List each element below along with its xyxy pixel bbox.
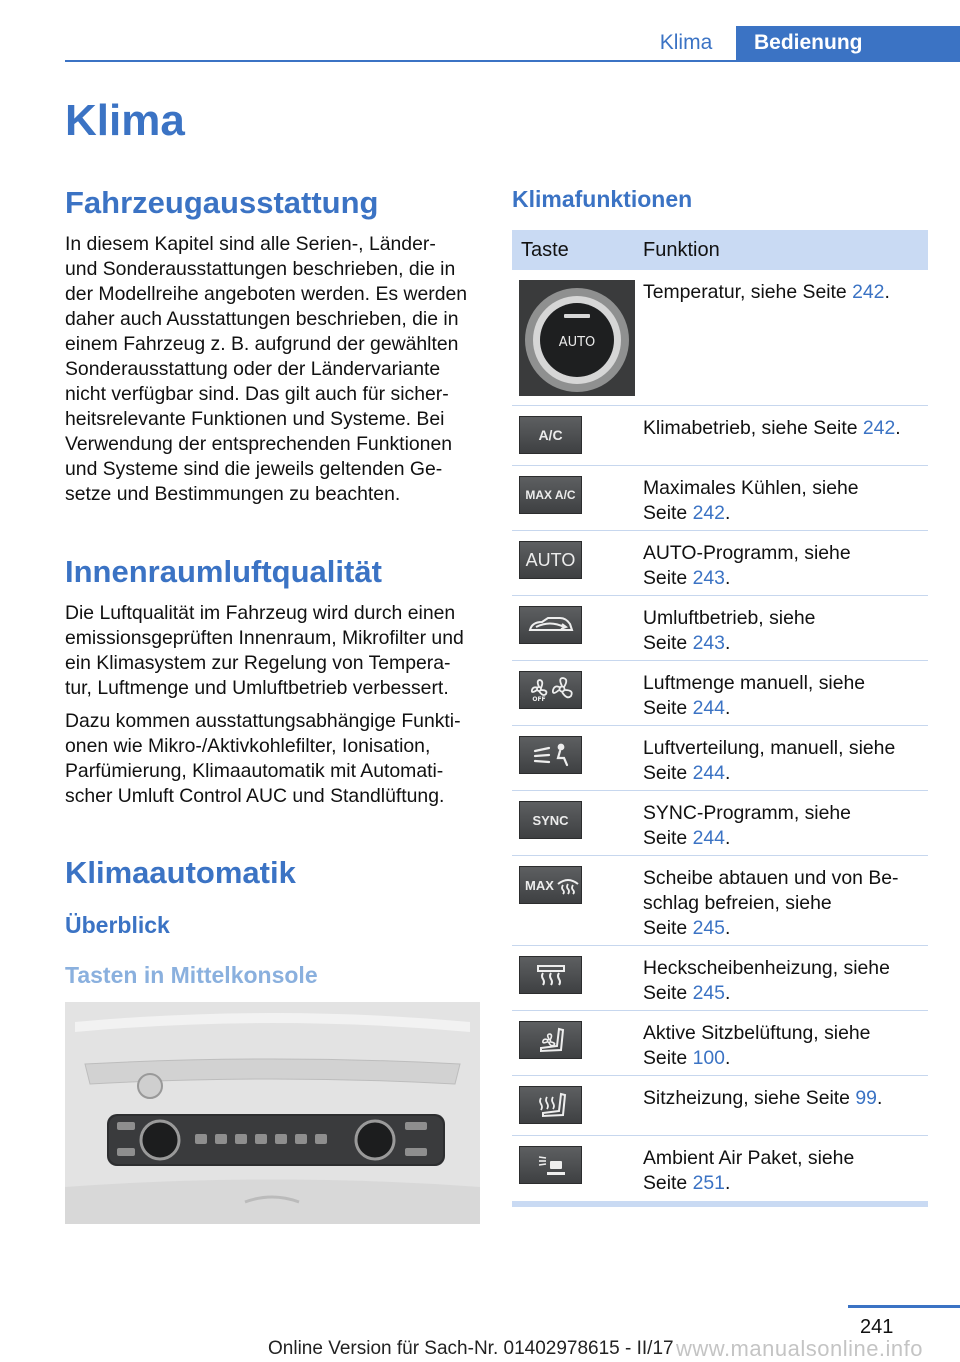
- table-bottom-rule: [512, 1201, 928, 1207]
- header-rule: [65, 60, 960, 62]
- table-row: Ambient Air Paket, siehe Seite 251.: [512, 1136, 928, 1201]
- center-console-image: [65, 1002, 480, 1224]
- table-row: Luftverteilung, manuell, siehe Seite 244.: [512, 726, 928, 791]
- page-link[interactable]: 245: [692, 982, 725, 1004]
- table-row: MAX Scheibe abtauen und von Be- schlag befreien, siehe Seite 245.: [512, 856, 928, 946]
- table-row: Umluftbetrieb, siehe Seite 243.: [512, 596, 928, 661]
- recirculation-icon: [519, 606, 582, 644]
- page-link[interactable]: 244: [692, 697, 725, 719]
- heading-tasten-mittelkonsole: Tasten in Mittelkonsole: [65, 962, 318, 988]
- page-link[interactable]: 242: [692, 502, 725, 524]
- table-row: A/C Klimabetrieb, siehe Seite 242.: [512, 406, 928, 466]
- page-link[interactable]: 244: [692, 762, 725, 784]
- paragraph-innenraum-1: Die Luftqualität im Fahrzeug wird durch einen emissionsgeprüften Innenraum, Mikrofilter und ein Klimasystem zur Regelung von Tempera- tur, Luftmenge und Umluftbetrieb verbessert.: [65, 602, 464, 699]
- table-header: [512, 230, 928, 270]
- page-link[interactable]: 99: [855, 1087, 877, 1109]
- page-link[interactable]: 244: [692, 827, 725, 849]
- page-link[interactable]: 243: [692, 632, 725, 654]
- heading-ueberblick: Überblick: [65, 912, 170, 938]
- temperature-knob-icon: [519, 280, 635, 396]
- svg-text:OFF: OFF: [531, 696, 546, 703]
- air-distribution-icon: [519, 736, 582, 774]
- page-link[interactable]: 251: [692, 1172, 725, 1194]
- page-link[interactable]: 242: [862, 417, 896, 439]
- page-link[interactable]: 242: [852, 281, 885, 303]
- heading-klimafunktionen: Klimafunktionen: [512, 186, 693, 212]
- heading-fahrzeugausstattung: Fahrzeugausstattung: [65, 185, 379, 220]
- heading-innenraumluftqualitaet: Innenraumluftqualität: [65, 554, 382, 589]
- seat-heating-icon: [519, 1086, 582, 1124]
- header-section: Klima: [659, 31, 713, 54]
- page-link[interactable]: 100: [692, 1047, 725, 1069]
- table-row: OFF Luftmenge manuell, siehe Seite 244.: [512, 661, 928, 726]
- table-row: AUTO AUTO-Programm, siehe Seite 243.: [512, 531, 928, 596]
- ac-button-icon: A/C: [519, 416, 582, 454]
- max-ac-button-icon: MAX A/C: [519, 476, 582, 514]
- watermark: www.manualsonline.info: [676, 1336, 924, 1361]
- sync-button-icon: SYNC: [519, 801, 582, 839]
- rear-window-heating-icon: [519, 956, 582, 994]
- table-row: Aktive Sitzbelüftung, siehe Seite 100.: [512, 1011, 928, 1076]
- paragraph-fahrzeugausstattung: In diesem Kapitel sind alle Serien-, Länder- und Sonderausstattungen beschrieben, die in der Modellreihe angeboten werden. Es werden daher auch Ausstattungen beschrieben, die in einem Fahrzeug z. B. aufgrund der gewählten Sonderausstattung oder der Ländervariante nicht verfügbar sind. Das gilt auch für sicher- heitsrelevante Funktionen und Systeme. Bei Verwendung der entsprechenden Funktionen und Systeme sind die jeweils geltenden Ge- setze und Bestimmungen zu beachten.: [65, 233, 468, 505]
- center-console-illustration: [65, 1002, 480, 1224]
- page-title: Klima: [65, 96, 185, 145]
- seat-ventilation-icon: [519, 1021, 582, 1059]
- column-header-funktion: Funktion: [643, 238, 720, 261]
- online-version-note: Online Version für Sach-Nr. 01402978615 - II/17: [268, 1338, 674, 1359]
- footer-rule: [848, 1305, 960, 1308]
- page-link[interactable]: 245: [692, 917, 725, 939]
- page-link[interactable]: 243: [692, 567, 725, 589]
- table-row: Sitzheizung, siehe Seite 99.: [512, 1076, 928, 1136]
- table-row: Heckscheibenheizung, siehe Seite 245.: [512, 946, 928, 1011]
- header-chapter: Bedienung: [736, 26, 960, 60]
- paragraph-innenraum-2: Dazu kommen ausstattungsabhängige Funkti- onen wie Mikro-/Aktivkohlefilter, Ionisation, Parfümierung, Klimaautomatik mit Automati- scher Umluft Control AUC und Standlüftung.: [65, 710, 461, 807]
- table-row: SYNC SYNC-Programm, siehe Seite 244.: [512, 791, 928, 856]
- column-header-taste: Taste: [521, 238, 569, 261]
- page-number: 241: [860, 1316, 894, 1338]
- table-row: AUTO Temperatur, siehe Seite 242.: [512, 270, 928, 406]
- functions-table: [512, 230, 928, 1207]
- fan-speed-icon: [519, 671, 582, 709]
- svg-text:AUTO: AUTO: [558, 335, 596, 350]
- ambient-air-icon: [519, 1146, 582, 1184]
- auto-button-icon: AUTO: [519, 541, 582, 579]
- table-row: MAX A/C Maximales Kühlen, siehe Seite 242.: [512, 466, 928, 531]
- max-defrost-icon: MAX: [519, 866, 582, 904]
- heading-klimaautomatik: Klimaautomatik: [65, 855, 296, 890]
